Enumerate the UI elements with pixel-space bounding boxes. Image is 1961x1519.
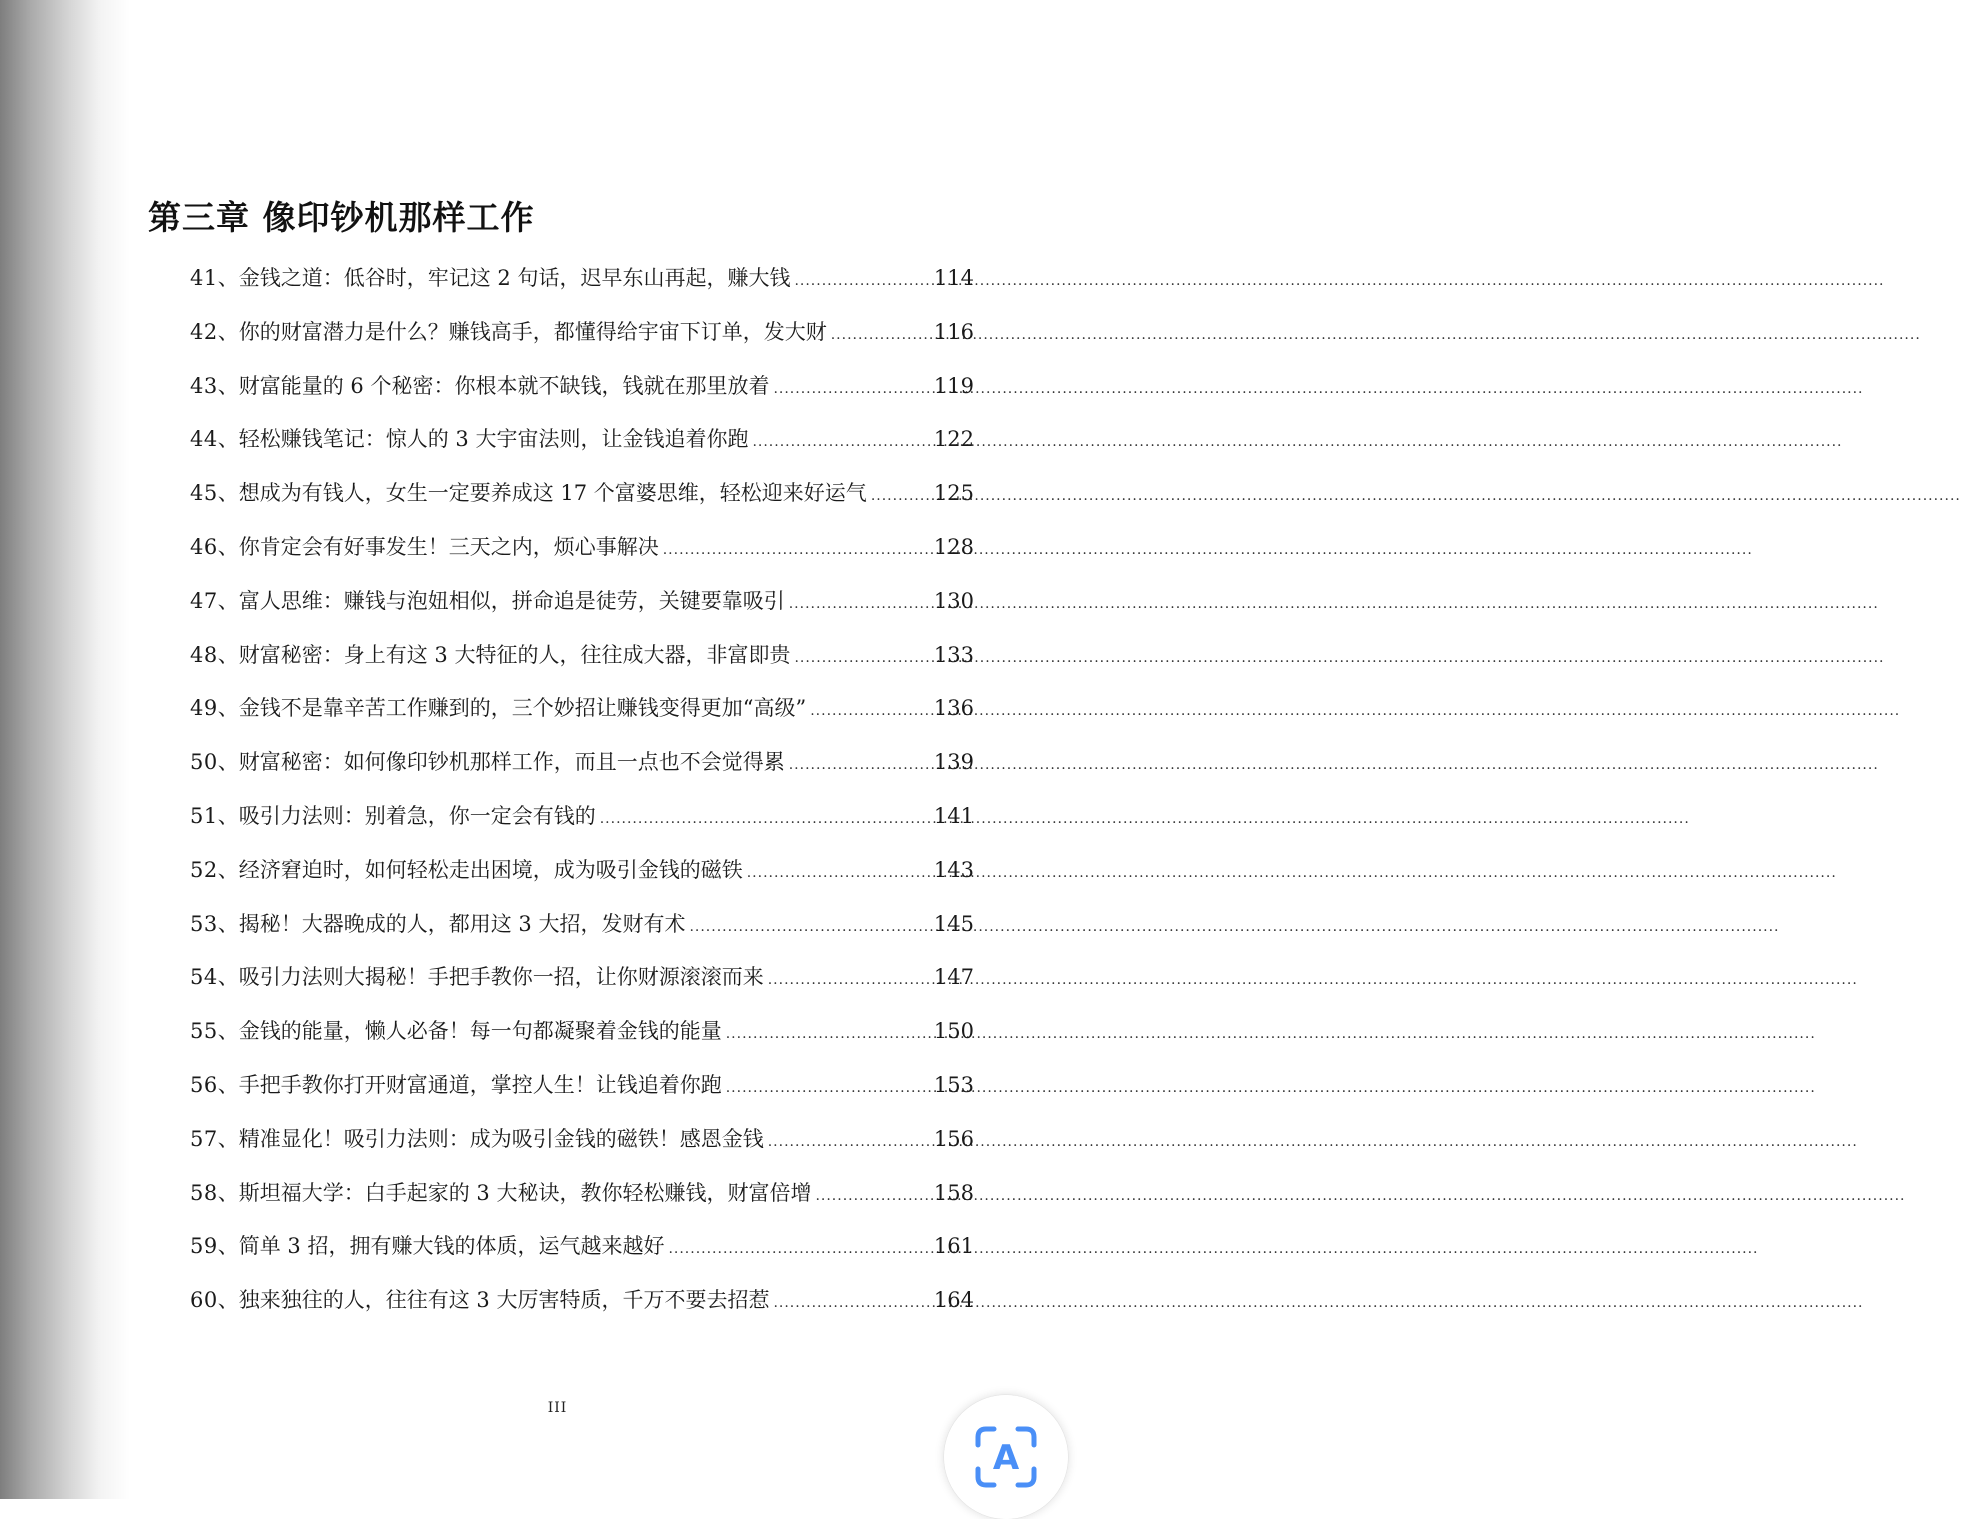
dot-leader <box>600 797 931 841</box>
entry-title: 揭秘！大器晚成的人，都用这 3 大招，发财有术 <box>238 911 686 936</box>
toc-entry[interactable] <box>190 1117 974 1171</box>
entry-title: 金钱之道：低谷时，牢记这 2 句话，迟早东山再起，赚大钱 <box>238 266 791 290</box>
entry-separator: 、 <box>217 911 239 936</box>
dot-leader <box>789 582 931 626</box>
entry-page-number: 119 <box>933 373 974 398</box>
entry-number: 47 <box>190 588 218 613</box>
entry-page-number: 128 <box>933 534 974 559</box>
toc-entry[interactable] <box>190 417 974 471</box>
entry-title: 简单 3 招，拥有赚大钱的体质，运气越来越好 <box>238 1234 665 1259</box>
entry-number: 58 <box>190 1180 218 1205</box>
entry-separator: 、 <box>217 427 239 452</box>
entry-page-number: 158 <box>933 1180 974 1205</box>
entry-separator: 、 <box>217 1234 239 1259</box>
entry-number: 43 <box>190 373 218 398</box>
entry-separator: 、 <box>217 1126 239 1151</box>
entry-title: 独来独往的人，往往有这 3 大厉害特质，千万不要去招惹 <box>238 1288 770 1313</box>
toc-entry[interactable] <box>190 1009 974 1063</box>
entry-number: 59 <box>190 1234 218 1259</box>
toc-entry[interactable] <box>190 525 974 579</box>
entry-number: 41 <box>190 266 218 290</box>
entry-title: 你肯定会有好事发生！三天之内，烦心事解决 <box>238 534 659 559</box>
entry-title: 吸引力法则大揭秘！手把手教你一招，让你财源滚滚而来 <box>238 965 764 990</box>
toc-entry[interactable] <box>190 955 974 1009</box>
dot-leader <box>752 420 930 464</box>
entry-number: 56 <box>190 1072 218 1097</box>
entry-page-number: 141 <box>933 803 974 828</box>
entry-number: 54 <box>190 965 218 990</box>
toc-entry[interactable] <box>190 471 974 525</box>
entry-page-number: 136 <box>933 696 974 721</box>
entry-number: 48 <box>190 642 218 667</box>
dot-leader <box>831 313 931 357</box>
entry-separator: 、 <box>217 965 239 990</box>
dot-leader <box>768 958 931 1002</box>
entry-separator: 、 <box>217 1019 239 1044</box>
dot-leader <box>726 1066 931 1110</box>
toc-entry[interactable] <box>190 579 974 633</box>
toc-entry[interactable] <box>190 740 974 794</box>
entry-page-number: 156 <box>933 1126 974 1151</box>
entry-number: 53 <box>190 911 218 936</box>
entry-page-number: 164 <box>933 1288 974 1313</box>
entry-number: 44 <box>190 427 218 452</box>
entry-number: 45 <box>190 481 218 506</box>
text-recognition-button[interactable] <box>944 1395 1068 1519</box>
entry-page-number: 150 <box>933 1019 974 1044</box>
entry-separator: 、 <box>217 373 239 398</box>
entry-separator: 、 <box>217 481 239 506</box>
toc-entry[interactable] <box>190 633 974 687</box>
dot-leader <box>794 259 930 303</box>
toc-entry[interactable] <box>190 1171 974 1225</box>
entry-separator: 、 <box>217 1072 239 1097</box>
dot-leader <box>689 905 930 949</box>
entry-separator: 、 <box>217 642 239 667</box>
dot-leader <box>815 1174 930 1218</box>
toc-entry[interactable] <box>190 1063 974 1117</box>
entry-title: 手把手教你打开财富通道，掌控人生！让钱追着你跑 <box>238 1072 722 1097</box>
entry-title: 金钱的能量，懒人必备！每一句都凝聚着金钱的能量 <box>238 1019 722 1044</box>
entry-separator: 、 <box>217 1180 239 1205</box>
entry-page-number: 125 <box>933 481 974 506</box>
entry-page-number: 139 <box>933 750 974 775</box>
entry-page-number: 116 <box>933 319 974 344</box>
dot-leader <box>773 1281 930 1325</box>
entry-title: 财富秘密：如何像印钞机那样工作，而且一点也不会觉得累 <box>238 750 785 775</box>
table-of-contents <box>190 256 974 1332</box>
entry-separator: 、 <box>217 803 239 828</box>
entry-title: 财富秘密：身上有这 3 大特征的人，往往成大器，非富即贵 <box>238 642 791 667</box>
entry-page-number: 153 <box>933 1072 974 1097</box>
toc-entry[interactable] <box>190 686 974 740</box>
entry-page-number: 133 <box>933 642 974 667</box>
toc-entry[interactable] <box>190 794 974 848</box>
dot-leader <box>789 743 931 787</box>
entry-number: 46 <box>190 534 218 559</box>
toc-entry[interactable] <box>190 848 974 902</box>
entry-title: 轻松赚钱笔记：惊人的 3 大宇宙法则，让金钱追着你跑 <box>238 427 749 452</box>
entry-number: 49 <box>190 696 218 721</box>
entry-number: 60 <box>190 1288 218 1313</box>
entry-number: 57 <box>190 1126 218 1151</box>
toc-entry[interactable] <box>190 1224 974 1278</box>
entry-title: 斯坦福大学：白手起家的 3 大秘诀，教你轻松赚钱，财富倍增 <box>238 1180 812 1205</box>
dot-leader <box>747 851 931 895</box>
entry-page-number: 145 <box>933 911 974 936</box>
dot-leader <box>871 474 931 518</box>
entry-number: 51 <box>190 803 218 828</box>
entry-title: 经济窘迫时，如何轻松走出困境，成为吸引金钱的磁铁 <box>238 857 743 882</box>
entry-title: 财富能量的 6 个秘密：你根本就不缺钱，钱就在那里放着 <box>238 373 770 398</box>
ocr-letter: A <box>992 1438 1020 1478</box>
entry-separator: 、 <box>217 266 239 290</box>
entry-separator: 、 <box>217 588 239 613</box>
dot-leader <box>794 636 930 680</box>
chapter-title: 第三章 像印钞机那样工作 <box>148 198 535 237</box>
toc-entry[interactable] <box>190 1278 974 1332</box>
entry-page-number: 130 <box>933 588 974 613</box>
entry-title: 金钱不是靠辛苦工作赚到的，三个妙招让赚钱变得更加“高级” <box>238 696 807 721</box>
entry-separator: 、 <box>217 750 239 775</box>
entry-number: 52 <box>190 857 218 882</box>
entry-title: 你的财富潜力是什么？赚钱高手，都懂得给宇宙下订单，发大财 <box>238 319 827 344</box>
entry-number: 50 <box>190 750 218 775</box>
dot-leader <box>668 1227 930 1271</box>
entry-separator: 、 <box>217 857 239 882</box>
entry-page-number: 122 <box>933 427 974 452</box>
dot-leader <box>773 367 930 411</box>
entry-title: 吸引力法则：别着急，你一定会有钱的 <box>238 803 596 828</box>
dot-leader <box>663 528 931 572</box>
entry-separator: 、 <box>217 1288 239 1313</box>
entry-number: 55 <box>190 1019 218 1044</box>
page-number-footer: III <box>547 1400 568 1416</box>
toc-entry[interactable] <box>190 310 974 364</box>
entry-title: 精准显化！吸引力法则：成为吸引金钱的磁铁！感恩金钱 <box>238 1126 764 1151</box>
dot-leader <box>768 1120 931 1164</box>
entry-page-number: 143 <box>933 857 974 882</box>
dot-leader <box>726 1012 931 1056</box>
dot-leader <box>810 689 931 733</box>
entry-separator: 、 <box>217 696 239 721</box>
entry-page-number: 114 <box>933 266 974 290</box>
toc-entry[interactable] <box>190 364 974 418</box>
entry-page-number: 161 <box>933 1234 974 1259</box>
text-recognition-icon <box>972 1423 1040 1491</box>
entry-title: 富人思维：赚钱与泡妞相似，拼命追是徒劳，关键要靠吸引 <box>238 588 785 613</box>
toc-entry[interactable] <box>190 902 974 956</box>
entry-separator: 、 <box>217 319 239 344</box>
toc-entry[interactable] <box>190 256 974 310</box>
entry-number: 42 <box>190 319 218 344</box>
entry-title: 想成为有钱人，女生一定要养成这 17 个富婆思维，轻松迎来好运气 <box>238 481 867 506</box>
entry-page-number: 147 <box>933 965 974 990</box>
entry-separator: 、 <box>217 534 239 559</box>
